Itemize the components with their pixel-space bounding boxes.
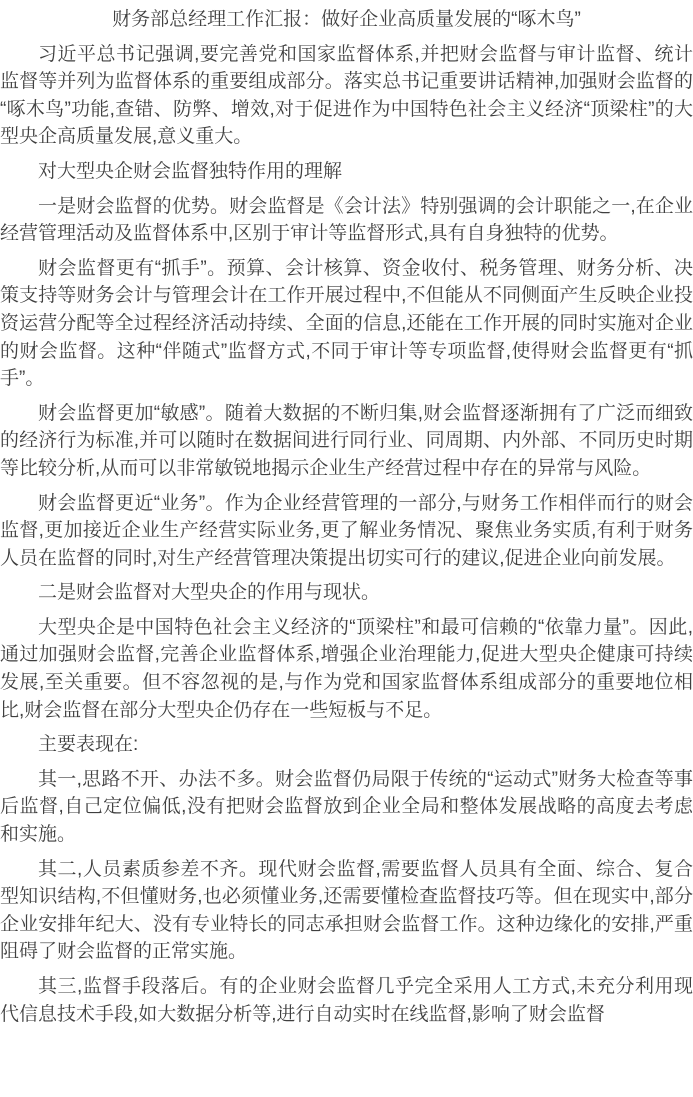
paragraph-business: 财会监督更近“业务”。作为企业经营管理的一部分,与财务工作相伴而行的财会监督,更加接近企业生产经营实际业务,更了解业务情况、聚焦业务实质,有利于财务人员在监督的同时,对生产经营管理决策提出切实可行的建议,促进企业向前发展。 xyxy=(0,492,693,569)
section-heading-understanding: 对大型央企财会监督独特作用的理解 xyxy=(38,160,343,182)
document-title: 财务部总经理工作汇报：做好企业高质量发展的“啄木鸟” xyxy=(112,9,581,30)
paragraph-grip: 财会监督更有“抓手”。预算、会计核算、资金收付、税务管理、财务分析、决策支持等财务会计与管理会计在工作开展过程中,不但能从不同侧面产生反映企业投资运营分配等全过程经济活动持续、全面的信息,还能在工作开展的同时实施对企业的财会监督。这种“伴随式”监督方式,不同于审计等专项监督,使得财会监督更有“抓手”。 xyxy=(0,257,693,390)
paragraph-intro: 习近平总书记强调,要完善党和国家监督体系,并把财会监督与审计监督、统计监督等并列为监督体系的重要组成部分。落实总书记重要讲话精神,加强财会监督的“啄木鸟”功能,查错、防弊、增效,对于促进作为中国特色社会主义经济“顶梁柱”的大型央企高质量发展,意义重大。 xyxy=(0,43,693,148)
section-heading-role-status: 二是财会监督对大型央企的作用与现状。 xyxy=(38,582,381,604)
paragraph-advantage: 一是财会监督的优势。财会监督是《会计法》特别强调的会计职能之一,在企业经营管理活动及监督体系中,区别于审计等监督形式,具有自身独特的优势。 xyxy=(0,195,693,245)
paragraph-issue-two: 其二,人员素质参差不齐。现代财会监督,需要监督人员具有全面、综合、复合型知识结构,不但懂财务,也必须懂业务,还需要懂检查监督技巧等。但在现实中,部分企业安排年纪大、没有专业特长的同志承担财会监督工作。这种边缘化的安排,严重阻碍了财会监督的正常实施。 xyxy=(0,858,693,963)
paragraph-sensitive: 财会监督更加“敏感”。随着大数据的不断归集,财会监督逐渐拥有了广泛而细致的经济行为标准,并可以随时在数据间进行同行业、同周期、内外部、不同历史时期等比较分析,从而可以非常敏锐地揭示企业生产经营过程中存在的异常与风险。 xyxy=(0,402,693,479)
paragraph-pillar: 大型央企是中国特色社会主义经济的“顶梁柱”和最可信赖的“依靠力量”。因此,通过加强财会监督,完善企业监督体系,增强企业治理能力,促进大型央企健康可持续发展,至关重要。但不容忽视的是,与作为党和国家监督体系组成部分的重要地位相比,财会监督在部分大型央企仍存在一些短板与不足。 xyxy=(0,616,693,721)
paragraph-issue-three: 其三,监督手段落后。有的企业财会监督几乎完全采用人工方式,未充分利用现代信息技术手段,如大数据分析等,进行自动实时在线监督,影响了财会监督 xyxy=(0,976,693,1025)
paragraph-issue-one: 其一,思路不开、办法不多。财会监督仍局限于传统的“运动式”财务大检查等事后监督,自己定位偏低,没有把财会监督放到企业全局和整体发展战略的高度去考虑和实施。 xyxy=(0,768,693,846)
paragraph-main-issues-label: 主要表现在: xyxy=(38,734,139,756)
